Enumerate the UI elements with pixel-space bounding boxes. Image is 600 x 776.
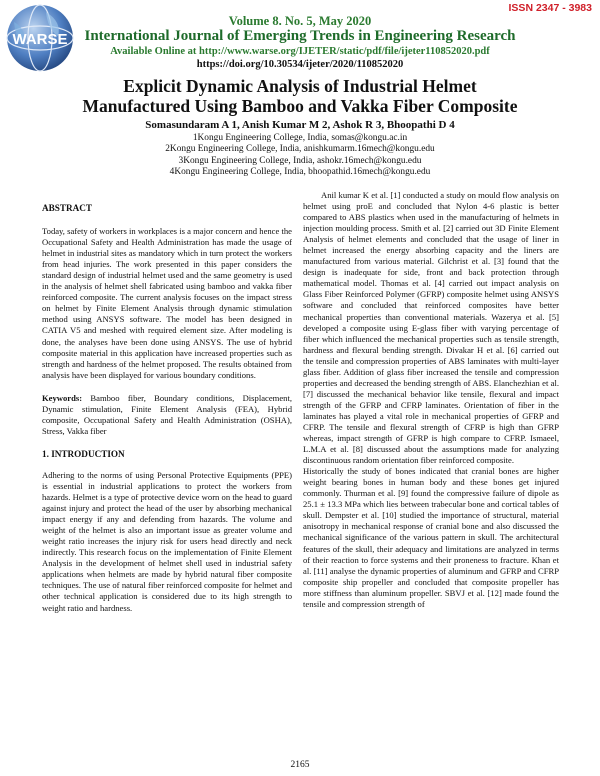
warse-globe-logo	[2, 0, 78, 76]
page-number: 2165	[290, 760, 310, 770]
title-line-2: Manufactured Using Bamboo and Vakka Fiber Composite	[82, 96, 518, 116]
right-column	[303, 190, 559, 610]
journal-name: International Journal of Emerging Trends in Engineering Research	[84, 28, 516, 44]
paper-title	[60, 76, 540, 116]
affiliation-3: 3Kongu Engineering College, India, ashokr.16mech@kongu.edu	[178, 155, 422, 166]
keywords-label: Keywords:	[42, 392, 83, 403]
abstract-heading: ABSTRACT	[42, 203, 93, 213]
online-link[interactable]: Available Online at http://www.warse.org/IJETER/static/pdf/file/ijeter110852020.pdf	[110, 46, 490, 57]
affiliation-4: 4Kongu Engineering College, India, bhoopathid.16mech@kongu.edu	[169, 167, 431, 178]
abstract-text: Today, safety of workers in workplaces is a major concern and hence the Occupational Safety and Health Administration has made the usage of helmet in industrial sites as mandatory which in turn protect the workers from head injuries. The work presented in this paper considers the standard design of industrial helmet used and the same geometry is used in the analysis of helmet shell fabricated using bamboo and vakka fiber reinforced composite. The current analysis focuses on the impact stress on helmet by Finite Element Analysis through dynamic stimulation method using ANSYS software. The model has been designed in CATIA V5 and meshed with required element size. After modeling is done, the analyses have been done using ANSYS. The use of hybrid composite material in this application have increased properties such as strength and hardness of the helmet proposed. The results obtained from analysis have been displayed for various boundary conditions.	[42, 226, 292, 380]
journal-volume: Volume 8. No. 5, May 2020	[228, 14, 372, 28]
issn-label: ISSN 2347 - 3983	[508, 2, 592, 14]
bone-study-paragraph: Historically the study of bones indicated that cranial bones are higher weight bearing bones in human body and these bones get injured commonly. Thurman et al. [9] found the compressive failure of dipole as 25.1 ± 13.3 MPa which lies between trabecular bone and cortical tables of skull. Dempster et al. [10] studied the importance of structural, material anisotropy in mechanical response of cranial bone and also discussed the mechanical significance of the various pattern in skull. The architectural features of the skull, their adequacy and limitations are analyzed in terms of their reaction to force systems and their proneness to fracture. Khan et al. [11] analyse the dynamic properties of aluminum and GFRP and CFRP composite ship propeller and concluded that composite propeller has more stiffness than aluminum propeller. SBVJ et al. [12] made found the tensile and compression strength of	[303, 466, 559, 609]
affiliations	[60, 133, 540, 179]
keywords-text: Bamboo fiber, Boundary conditions, Displacement, Dynamic stimulation, Finite Element Analysis (FEA), Hybrid composite, Occupational Safety and Health Administration (OSHA), Stress, Vakka fiber	[42, 392, 292, 436]
introduction-text: Adhering to the norms of using Personal Protective Equipments (PPE) is essential in industrial applications to protect the workers from hazards. Helmet is a type of protective device worn on the head to guard against injury and protect the head of the user by absorbing mechanical impact energy if any and defending from hazards. The volume and weight of the helmet is also an important issue as greater volume and weight ratio increases the injury risk for users head directly and neck indirectly. This research focus on the implementation of Finite Element Analysis in the development of helmet shell used in industrial safety applications when helmets are made by hybrid natural fiber composite techniques. The use of natural fiber reinforced composite for helmet and other technical application is considered due to its high strength to weight ratio and hardness.	[42, 469, 292, 613]
title-line-1: Explicit Dynamic Analysis of Industrial Helmet	[123, 76, 477, 96]
logo-text: WARSE	[12, 31, 68, 48]
doi-link[interactable]: https://doi.org/10.30534/ijeter/2020/110852020	[196, 59, 404, 70]
author-list: Somasundaram A 1, Anish Kumar M 2, Ashok R 3, Bhoopathi D 4	[145, 119, 455, 131]
affiliation-2: 2Kongu Engineering College, India, anishkumarm.16mech@kongu.edu	[165, 144, 435, 155]
affiliation-1: 1Kongu Engineering College, India, somas@kongu.ac.in	[192, 133, 408, 143]
introduction-heading: 1. INTRODUCTION	[42, 448, 125, 459]
keywords	[42, 393, 292, 437]
left-column	[42, 203, 292, 614]
related-work-paragraph: Anil kumar K et al. [1] conducted a study on mould flow analysis on helmet using proE and concluded that Nylon 4-6 plastic is better compared to ABS plastics when used in the manufacturing of helmets in injection moulding process. Smith et al. [2] carried out 3D Finite Element Analysis of helmet elements and concluded that the usage of liner in helmet increased the energy absorbing capacity and the liners are manufactured from various material. Gilchrist et al. [3] found that the design is inadequate for side, front and back protection through mathematical model. Thomas et al. [4] carried out impact analysis on Glass Fiber Reinforced Polymer (GFRP) composite helmet using ANSYS software and concluded that reinforced composites have better mechanical properties than conventional materials. Wazerya et al. [5] developed a composite using E-glass fiber with varying percentage of fiber which influenced the mechanical properties such as tensile strength, hardness and flexural bending strength. Divakar H et al. [6] carried out the tensile and compression properties of ABS laminates with multi-layer glass fiber. Addition of glass fiber increased the tensile and compression properties and decreased the bending strength of ABS. Elanchezhian et al. [7] discussed the mechanical behavior like tensile, flexural and impact strength of the GFRP and CFRP laminates. Orientation of fiber in the laminates has played a vital role in mechanical properties of GFRP and CFRP. The tensile and flexural strength of CFRP is high than GFRP whereas, impact strength of GFRP is high compare to CFRP. Ismaeel, L.M.A et al. [8] discussed about the assumptions made for analyzing discontinuous random orientation fiber reinforced composite.	[303, 190, 559, 466]
